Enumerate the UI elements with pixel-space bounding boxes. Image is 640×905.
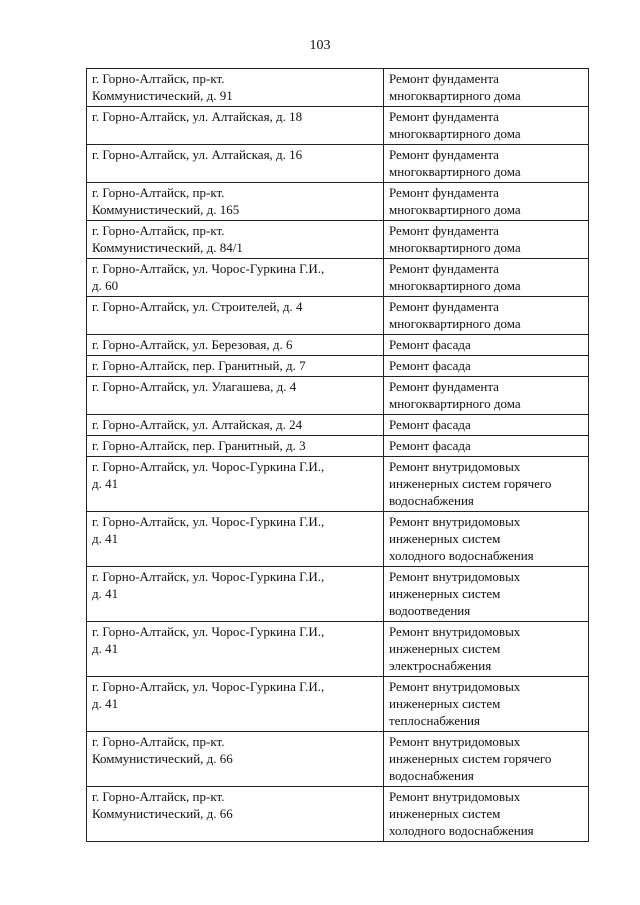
table-row — [87, 377, 589, 415]
table-row — [87, 415, 589, 436]
address-text: г. Горно-Алтайск, ул. Чорос-Гуркина Г.И., д. 41 — [92, 569, 325, 601]
work-type-cell — [384, 69, 589, 107]
address-text: г. Горно-Алтайск, ул. Чорос-Гуркина Г.И., д. 60 — [92, 261, 325, 293]
address-cell — [87, 732, 384, 787]
address-text: г. Горно-Алтайск, пер. Гранитный, д. 3 — [92, 438, 306, 453]
address-text: г. Горно-Алтайск, пр-кт. Коммунистический, д. 165 — [92, 185, 240, 217]
address-text: г. Горно-Алтайск, ул. Алтайская, д. 24 — [92, 417, 303, 432]
work-type-cell — [384, 732, 589, 787]
address-cell — [87, 415, 384, 436]
address-cell — [87, 221, 384, 259]
work-type-cell — [384, 297, 589, 335]
work-type-text: Ремонт фасада — [389, 358, 471, 373]
work-type-text: Ремонт внутридомовых инженерных систем холодного водоснабжения — [389, 514, 534, 563]
table-row — [87, 436, 589, 457]
address-cell — [87, 377, 384, 415]
table-row — [87, 335, 589, 356]
work-type-cell — [384, 377, 589, 415]
table-row — [87, 259, 589, 297]
address-text: г. Горно-Алтайск, ул. Чорос-Гуркина Г.И., д. 41 — [92, 514, 325, 546]
address-text: г. Горно-Алтайск, пер. Гранитный, д. 7 — [92, 358, 306, 373]
work-type-cell — [384, 145, 589, 183]
work-type-cell — [384, 787, 589, 842]
table-row — [87, 457, 589, 512]
table-row — [87, 69, 589, 107]
table-row — [87, 107, 589, 145]
work-type-text: Ремонт фундамента многоквартирного дома — [389, 109, 521, 141]
work-type-text: Ремонт фундамента многоквартирного дома — [389, 261, 521, 293]
table-row — [87, 732, 589, 787]
address-cell — [87, 297, 384, 335]
address-text: г. Горно-Алтайск, пр-кт. Коммунистический, д. 91 — [92, 71, 233, 103]
table-row — [87, 297, 589, 335]
address-cell — [87, 183, 384, 221]
table-row — [87, 183, 589, 221]
work-type-cell — [384, 512, 589, 567]
address-text: г. Горно-Алтайск, ул. Алтайская, д. 18 — [92, 109, 303, 124]
address-cell — [87, 512, 384, 567]
address-cell — [87, 145, 384, 183]
address-cell — [87, 107, 384, 145]
work-type-text: Ремонт внутридомовых инженерных систем теплоснабжения — [389, 679, 521, 728]
work-type-text: Ремонт фундамента многоквартирного дома — [389, 185, 521, 217]
table-row — [87, 356, 589, 377]
work-type-cell — [384, 183, 589, 221]
address-cell — [87, 259, 384, 297]
work-type-text: Ремонт внутридомовых инженерных систем горячего водоснабжения — [389, 734, 552, 783]
work-type-text: Ремонт внутридомовых инженерных систем горячего водоснабжения — [389, 459, 552, 508]
work-type-text: Ремонт внутридомовых инженерных систем холодного водоснабжения — [389, 789, 534, 838]
work-type-cell — [384, 415, 589, 436]
address-text: г. Горно-Алтайск, ул. Строителей, д. 4 — [92, 299, 303, 314]
work-type-cell — [384, 259, 589, 297]
address-text: г. Горно-Алтайск, пр-кт. Коммунистический, д. 66 — [92, 789, 233, 821]
table-row — [87, 221, 589, 259]
work-type-text: Ремонт фундамента многоквартирного дома — [389, 379, 521, 411]
address-text: г. Горно-Алтайск, ул. Улагашева, д. 4 — [92, 379, 297, 394]
table-row — [87, 567, 589, 622]
table-row — [87, 512, 589, 567]
address-text: г. Горно-Алтайск, ул. Чорос-Гуркина Г.И., д. 41 — [92, 679, 325, 711]
work-type-text: Ремонт фасада — [389, 337, 471, 352]
work-type-text: Ремонт фасада — [389, 417, 471, 432]
address-text: г. Горно-Алтайск, ул. Алтайская, д. 16 — [92, 147, 303, 162]
address-cell — [87, 677, 384, 732]
work-type-cell — [384, 335, 589, 356]
address-cell — [87, 436, 384, 457]
address-cell — [87, 787, 384, 842]
work-type-text: Ремонт фундамента многоквартирного дома — [389, 299, 521, 331]
work-type-text: Ремонт внутридомовых инженерных систем электроснабжения — [389, 624, 521, 673]
address-cell — [87, 622, 384, 677]
works-table-body — [87, 69, 589, 842]
table-row — [87, 145, 589, 183]
work-type-cell — [384, 356, 589, 377]
work-type-cell — [384, 436, 589, 457]
work-type-text: Ремонт фасада — [389, 438, 471, 453]
address-cell — [87, 567, 384, 622]
address-cell — [87, 69, 384, 107]
table-row — [87, 622, 589, 677]
work-type-text: Ремонт фундамента многоквартирного дома — [389, 71, 521, 103]
work-type-cell — [384, 221, 589, 259]
work-type-text: Ремонт внутридомовых инженерных систем водоотведения — [389, 569, 521, 618]
table-row — [87, 787, 589, 842]
work-type-cell — [384, 622, 589, 677]
address-text: г. Горно-Алтайск, ул. Березовая, д. 6 — [92, 337, 293, 352]
address-text: г. Горно-Алтайск, пр-кт. Коммунистический, д. 84/1 — [92, 223, 243, 255]
works-table — [86, 68, 589, 842]
address-cell — [87, 356, 384, 377]
address-cell — [87, 335, 384, 356]
work-type-cell — [384, 677, 589, 732]
work-type-text: Ремонт фундамента многоквартирного дома — [389, 223, 521, 255]
work-type-text: Ремонт фундамента многоквартирного дома — [389, 147, 521, 179]
address-text: г. Горно-Алтайск, ул. Чорос-Гуркина Г.И., д. 41 — [92, 624, 325, 656]
work-type-cell — [384, 457, 589, 512]
work-type-cell — [384, 107, 589, 145]
address-cell — [87, 457, 384, 512]
work-type-cell — [384, 567, 589, 622]
table-row — [87, 677, 589, 732]
address-text: г. Горно-Алтайск, пр-кт. Коммунистический, д. 66 — [92, 734, 233, 766]
page-number: 103 — [309, 38, 331, 53]
address-text: г. Горно-Алтайск, ул. Чорос-Гуркина Г.И., д. 41 — [92, 459, 325, 491]
